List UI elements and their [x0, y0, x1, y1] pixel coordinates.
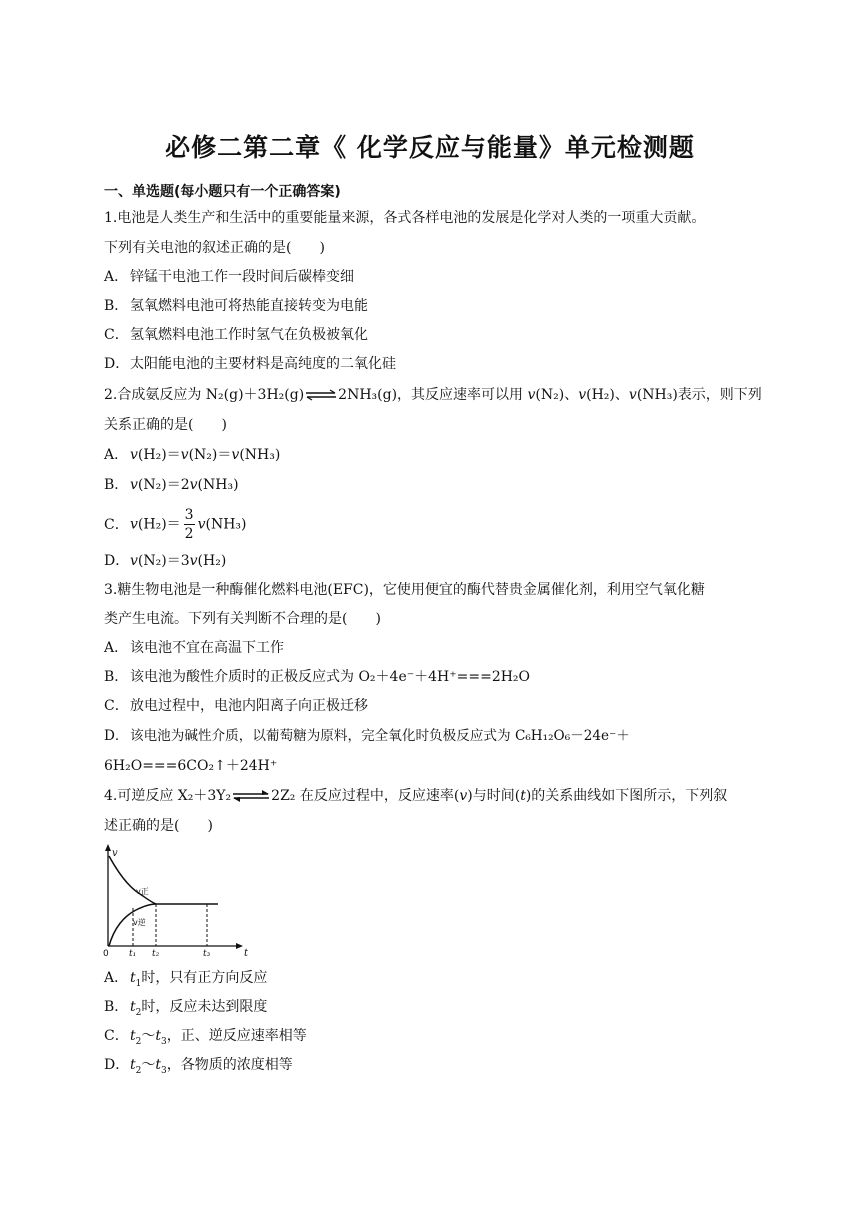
option-text: (H₂)＝ [137, 447, 181, 463]
option-text: ，正、逆反应速率相等 [166, 1028, 307, 1044]
var-v: v [197, 516, 206, 533]
q4-stem-part: )与时间( [467, 788, 521, 804]
q4-option-b [104, 997, 760, 1023]
reverse-rate-label: v逆 [133, 918, 146, 927]
option-text: 该电池不宜在高温下工作 [130, 640, 284, 656]
page-title: 必修二第二章《 化学反应与能量》单元检测题 [165, 133, 695, 162]
subscript: 3 [161, 1065, 167, 1076]
q2-stem-part: (NH₃)表示，则下列 [636, 387, 762, 403]
q3-option-c [104, 696, 760, 716]
option-letter: B． [104, 298, 129, 314]
q2-option-c [104, 506, 760, 543]
q2-option-b [104, 475, 760, 495]
option-text: (NH₃) [197, 477, 239, 493]
q3-option-d-line2: 6H₂O===6CO₂↑＋24H⁺ [104, 758, 278, 774]
tick-label-t1: t₁ [129, 949, 137, 958]
q4-option-c [104, 1026, 760, 1052]
q3-stem-line1: 3.糖生物电池是一种酶催化燃料电池(EFC)，它使用便宜的酶代替贵金属催化剂，利用空气氧化糖 [104, 582, 705, 598]
q4-option-d [104, 1055, 760, 1081]
option-text: (N₂)＝ [188, 447, 232, 463]
option-text: 太阳能电池的主要材料是高纯度的二氧化硅 [130, 356, 396, 372]
var-t: t [130, 970, 136, 986]
var-v: v [130, 553, 138, 569]
option-letter: B． [104, 669, 129, 685]
var-v: v [527, 387, 536, 403]
y-axis-label: v [112, 848, 118, 859]
tilde: ～ [141, 1057, 156, 1073]
q3-option-a [104, 638, 760, 658]
option-text: 该电池为碱性介质，以葡萄糖为原料，完全氧化时负极反应式为 C₆H₁₂O₆－24e⁻＋ [130, 728, 630, 744]
origin-label: 0 [103, 949, 109, 958]
tick-label-t3: t₃ [203, 949, 211, 958]
q1-option-a [104, 267, 760, 287]
rate-time-graph [100, 842, 252, 958]
var-t: t [520, 788, 526, 804]
var-v: v [180, 447, 189, 463]
q3-option-d [104, 726, 760, 746]
option-letter: C． [104, 327, 129, 343]
option-text: 时，只有正方向反应 [141, 970, 268, 986]
q2-option-a [104, 445, 760, 465]
tilde: ～ [141, 1028, 156, 1044]
option-text: (N₂)＝3 [137, 553, 190, 569]
equilibrium-arrow-icon [305, 389, 337, 401]
subscript: 1 [135, 978, 142, 989]
option-letter: A． [104, 447, 129, 463]
fraction-denominator: 2 [184, 526, 194, 542]
option-letter: C． [104, 1028, 129, 1044]
forward-rate-label: v正 [136, 887, 149, 896]
subscript: 2 [135, 1065, 142, 1076]
var-t: t [155, 1028, 162, 1044]
var-v: v [578, 387, 587, 403]
option-letter: C． [104, 516, 129, 533]
q3-stem-line2: 类产生电流。下列有关判断不合理的是( ) [104, 611, 381, 627]
var-t: t [130, 1028, 136, 1044]
option-text: (NH₃) [239, 447, 281, 463]
option-letter: D． [104, 1057, 130, 1073]
option-letter: A． [104, 970, 129, 986]
q2-option-d [104, 551, 760, 571]
var-v: v [459, 788, 468, 804]
option-text: (NH₃) [205, 516, 247, 533]
q4-stem-line2: 述正确的是( ) [104, 818, 213, 834]
fraction [184, 506, 195, 543]
var-v: v [130, 447, 138, 463]
option-text: (N₂)＝2 [137, 477, 190, 493]
option-text: 锌锰干电池工作一段时间后碳棒变细 [130, 269, 354, 285]
var-v: v [189, 477, 198, 493]
x-axis-arrow-icon [236, 943, 243, 949]
q2-stem-part: 2NH₃(g)，其反应速率可以用 [338, 387, 528, 403]
option-text: 放电过程中，电池内阳离子向正极迁移 [130, 698, 368, 714]
q2-stem-line2: 关系正确的是( ) [104, 417, 227, 433]
option-letter: D． [104, 728, 129, 744]
option-letter: A． [104, 269, 129, 285]
option-text: 该电池为酸性介质时的正极反应式为 O₂＋4e⁻＋4H⁺===2H₂O [130, 669, 531, 685]
q1-stem-line2: 下列有关电池的叙述正确的是( ) [104, 240, 325, 256]
q2-stem-part: 2.合成氨反应为 N₂(g)＋3H₂(g) [104, 387, 305, 403]
option-text: 氢氧燃料电池可将热能直接转变为电能 [130, 298, 368, 314]
q4-stem-part: 2Z₂ 在反应过程中，反应速率( [271, 788, 460, 804]
option-letter: D． [104, 356, 130, 372]
q4-option-a [104, 968, 760, 994]
subscript: 2 [135, 1036, 142, 1047]
option-letter: C． [104, 698, 129, 714]
option-text: 时，反应未达到限度 [141, 999, 268, 1015]
q2-stem-line1 [104, 385, 760, 405]
var-t: t [130, 999, 136, 1015]
forward-rate-curve [109, 856, 156, 904]
q2-stem-part: (H₂)、 [586, 387, 629, 403]
option-letter: B． [104, 999, 129, 1015]
fraction-numerator: 3 [184, 507, 194, 523]
q3-option-b [104, 667, 760, 687]
section-heading: 一、单选题(每小题只有一个正确答案) [104, 184, 341, 200]
var-t: t [155, 1057, 162, 1073]
option-text: ，各物质的浓度相等 [166, 1057, 293, 1073]
var-v: v [189, 553, 198, 569]
var-v: v [130, 516, 138, 533]
option-letter: D． [104, 553, 130, 569]
x-axis-label: t [244, 948, 249, 958]
option-letter: A． [104, 640, 129, 656]
var-t: t [130, 1057, 136, 1073]
q2-stem-part: (N₂)、 [535, 387, 579, 403]
tick-label-t2: t₂ [152, 949, 160, 958]
q4-stem-part: 4.可逆反应 X₂＋3Y₂ [104, 788, 232, 804]
var-v: v [130, 477, 138, 493]
subscript: 2 [135, 1007, 142, 1018]
option-text: (H₂)＝ [137, 516, 181, 533]
q1-option-d [104, 354, 760, 374]
q1-stem-line1: 1.电池是人类生产和生活中的重要能量来源，各式各样电池的发展是化学对人类的一项重大贡献。 [104, 210, 706, 226]
q1-option-c [104, 325, 760, 345]
q4-stem-part: )的关系曲线如下图所示，下列叙 [525, 788, 728, 804]
equilibrium-arrow-icon [232, 790, 270, 802]
y-axis-arrow-icon [105, 844, 111, 851]
subscript: 3 [161, 1036, 167, 1047]
option-text: (H₂) [197, 553, 227, 569]
q1-option-b [104, 296, 760, 316]
option-letter: B． [104, 477, 129, 493]
var-v: v [628, 387, 637, 403]
q4-stem-line1 [104, 786, 760, 806]
option-text: 氢氧燃料电池工作时氢气在负极被氧化 [130, 327, 368, 343]
var-v: v [231, 447, 240, 463]
